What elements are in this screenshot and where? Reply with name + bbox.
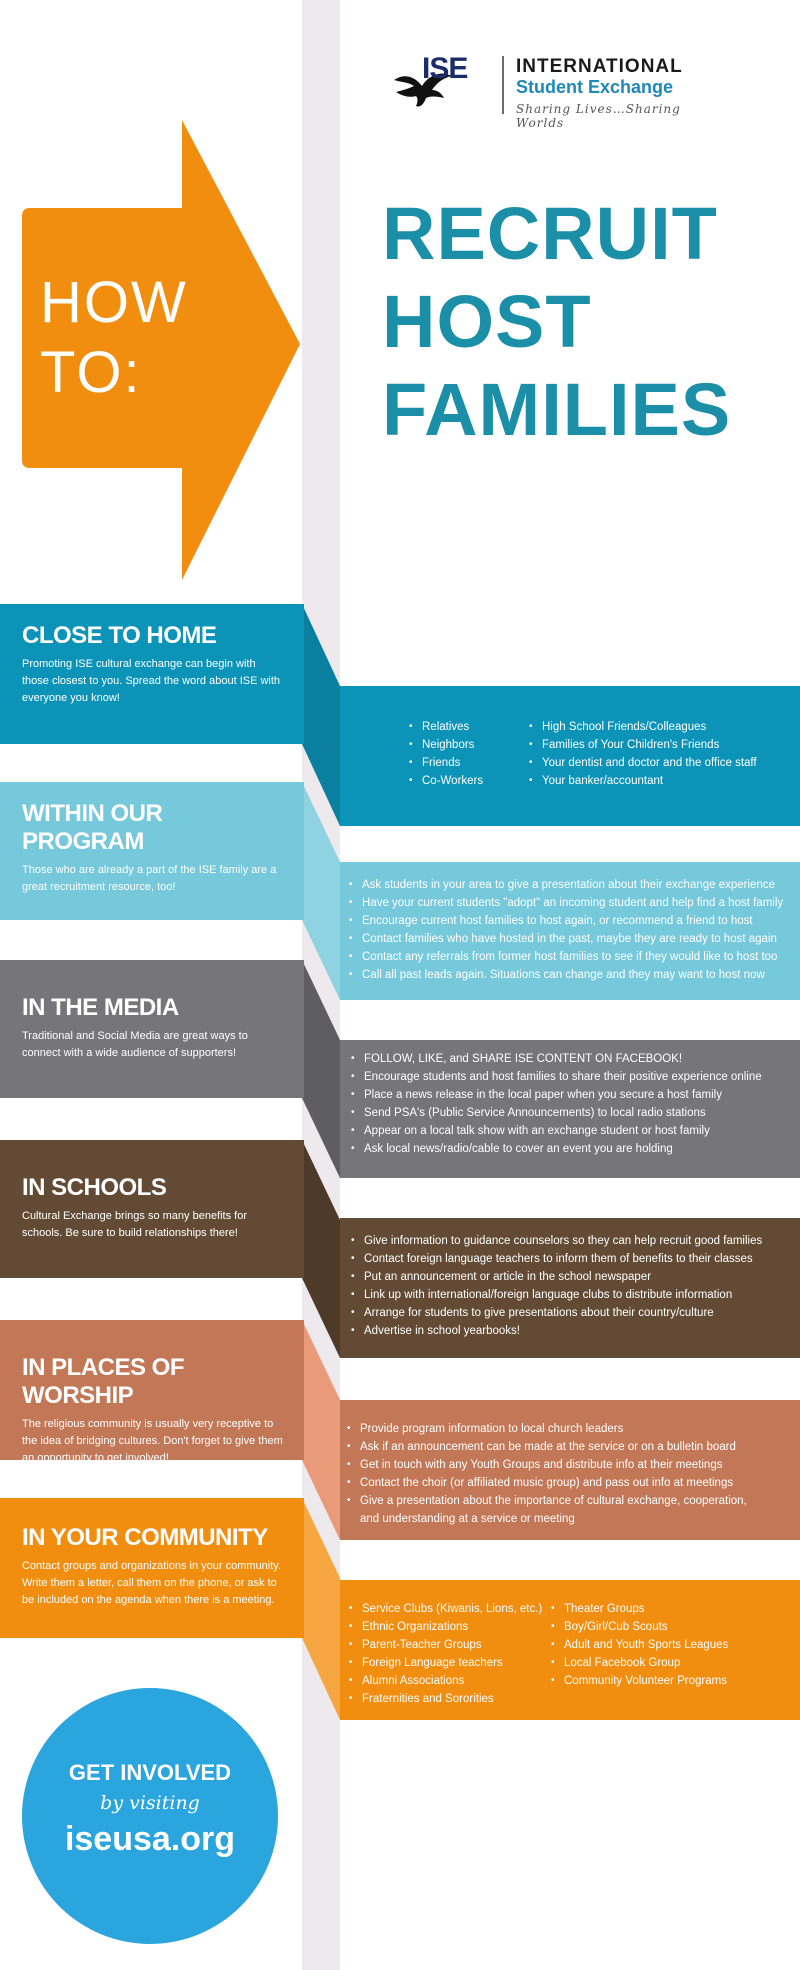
list-item: • Ask students in your area to give a presentation about their exchange experience — [362, 876, 800, 894]
list-item: • Parent-Teacher Groups — [362, 1636, 542, 1654]
list-item: • Link up with international/foreign language clubs to distribute information — [364, 1286, 800, 1304]
title-line3: FAMILIES — [382, 368, 732, 451]
section-description: The religious community is usually very receptive to the idea of bridging cultures. Don't forget to give them an opportunity to get involved! — [22, 1418, 283, 1464]
section-connector — [302, 1498, 340, 1720]
list-item: • Encourage students and host families to share their positive experience online — [364, 1068, 800, 1086]
list-item: • Ethnic Organizations — [362, 1618, 542, 1636]
list-item: • Your banker/accountant — [542, 772, 757, 790]
cta-line1: GET INVOLVED — [68, 1760, 232, 1785]
section-heading: IN THE MEDIA — [22, 994, 179, 1021]
how-line2: TO: — [40, 340, 142, 405]
list-item: • Theater Groups — [564, 1600, 728, 1618]
list-item: • Service Clubs (Kiwanis, Lions, etc.) — [362, 1600, 542, 1618]
section-in-schools — [0, 1140, 304, 1278]
list-item: • Adult and Youth Sports Leagues — [564, 1636, 728, 1654]
list-item: • Have your current students "adopt" an incoming student and help find a host family — [362, 894, 800, 912]
section-close-to-home — [0, 604, 304, 744]
section-description: Promoting ISE cultural exchange can begin with those closest to you. Spread the word about ISE with everyone you know! — [22, 658, 281, 704]
list-item: • Arrange for students to give presentations about their country/culture — [364, 1304, 800, 1322]
section-heading: WITHIN OUR PROGRAM — [22, 800, 163, 855]
list-item: • Neighbors — [422, 736, 522, 754]
page-title — [382, 190, 731, 454]
list-item: • Give a presentation about the importance of cultural exchange, cooperation, — [360, 1492, 800, 1510]
section-heading: IN SCHOOLS — [22, 1174, 167, 1201]
section-list-in-places-of-worship — [340, 1400, 800, 1540]
logo-line1: INTERNATIONAL — [516, 56, 683, 77]
list-item: • Provide program information to local church leaders — [360, 1420, 800, 1438]
list-item: • Your dentist and doctor and the office staff — [542, 754, 757, 772]
section-in-the-media — [0, 960, 304, 1098]
section-within-our-program — [0, 782, 304, 920]
list-item: • Contact families who have hosted in the past, maybe they are ready to host again — [362, 930, 800, 948]
list-item: • FOLLOW, LIKE, and SHARE ISE CONTENT ON FACEBOOK! — [364, 1050, 800, 1068]
title-line2: HOST — [382, 280, 592, 363]
list-item: • Contact any referrals from former host families to see if they would like to host too — [362, 948, 800, 966]
section-list-in-your-community — [340, 1580, 800, 1720]
list-item: • Relatives — [422, 718, 522, 736]
list-item: • Contact the choir (or affiliated music group) and pass out info at meetings — [360, 1474, 800, 1492]
list-item: • Send PSA's (Public Service Announcements) to local radio stations — [364, 1104, 800, 1122]
section-heading: IN YOUR COMMUNITY — [22, 1524, 268, 1551]
section-list-in-the-media — [340, 1040, 800, 1178]
list-item: • Get in touch with any Youth Groups and distribute info at their meetings — [360, 1456, 800, 1474]
list-item: • Advertise in school yearbooks! — [364, 1322, 800, 1340]
list-item: • Boy/Girl/Cub Scouts — [564, 1618, 728, 1636]
list-item: • Local Facebook Group — [564, 1654, 728, 1672]
list-item: • Community Volunteer Programs — [564, 1672, 728, 1690]
list-item: • Ask local news/radio/cable to cover an event you are holding — [364, 1140, 800, 1158]
logo-divider — [502, 56, 504, 114]
list-item: • Put an announcement or article in the school newspaper — [364, 1268, 800, 1286]
list-item: • Foreign Language teachers — [362, 1654, 542, 1672]
section-description: Traditional and Social Media are great ways to connect with a wide audience of supporters! — [22, 1030, 248, 1059]
section-list-close-to-home — [340, 686, 800, 826]
section-description: Those who are already a part of the ISE family are a great recruitment resource, too! — [22, 864, 277, 893]
list-item: • Give information to guidance counselors so they can help recruit good families — [364, 1232, 800, 1250]
cta-line2: by visiting — [100, 1792, 200, 1814]
list-item: • Call all past leads again. Situations can change and they may want to host now — [362, 966, 800, 984]
section-list-within-our-program — [340, 862, 800, 1000]
section-description: Contact groups and organizations in your community. Write them a letter, call them on the phone, or ask to be included on the agenda when there is a meeting. — [22, 1560, 282, 1606]
list-item: • Place a news release in the local paper when you secure a host family — [364, 1086, 800, 1104]
logo-tagline: Sharing Lives…Sharing Worlds — [516, 102, 681, 130]
section-in-your-community — [0, 1498, 304, 1638]
ise-logo[interactable] — [392, 52, 712, 130]
cta-website-link[interactable]: iseusa.org — [64, 1820, 236, 1858]
section-description: Cultural Exchange brings so many benefits for schools. Be sure to build relationships there! — [22, 1210, 248, 1239]
list-item: • Ask if an announcement can be made at the service or on a bulletin board — [360, 1438, 800, 1456]
logo-abbr: ISE — [422, 52, 468, 85]
section-list-in-schools — [340, 1218, 800, 1358]
get-involved-circle[interactable] — [22, 1688, 278, 1944]
list-item: • Families of Your Children's Friends — [542, 736, 757, 754]
list-item: • Co-Workers — [422, 772, 522, 790]
list-item: • Contact foreign language teachers to inform them of benefits to their classes — [364, 1250, 800, 1268]
list-item-continuation: and understanding at a service or meeting — [360, 1513, 575, 1525]
list-item: • Alumni Associations — [362, 1672, 542, 1690]
title-line1: RECRUIT — [382, 192, 718, 275]
how-line1: HOW — [40, 270, 188, 335]
section-heading: IN PLACES OF WORSHIP — [22, 1354, 185, 1409]
section-heading: CLOSE TO HOME — [22, 622, 217, 649]
list-item: • Appear on a local talk show with an exchange student or host family — [364, 1122, 800, 1140]
list-item: • Friends — [422, 754, 522, 772]
how-to-label — [40, 268, 188, 408]
list-item: • High School Friends/Colleagues — [542, 718, 757, 736]
logo-line2: Student Exchange — [516, 77, 674, 97]
section-in-places-of-worship — [0, 1320, 304, 1464]
list-item: • Encourage current host families to host again, or recommend a friend to host — [362, 912, 800, 930]
list-item: • Fraternities and Sororities — [362, 1690, 542, 1708]
